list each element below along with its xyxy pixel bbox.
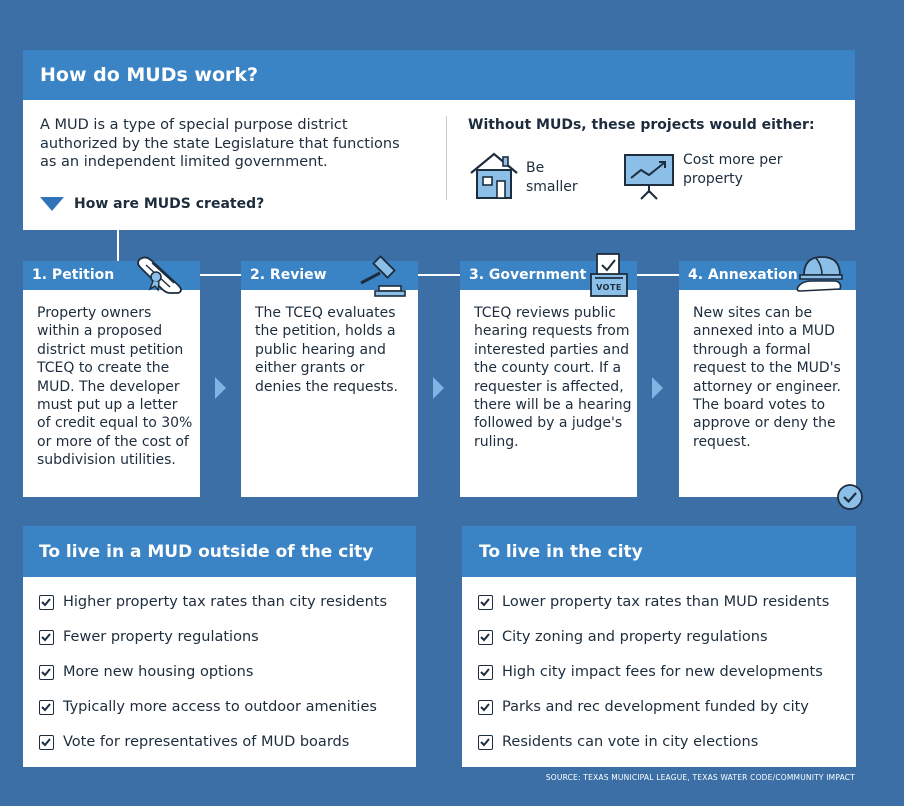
checkbox-checked-icon bbox=[478, 700, 493, 715]
checklist-item-label: More new housing options bbox=[63, 664, 254, 680]
checklist-item-label: Typically more access to outdoor amenities bbox=[63, 699, 377, 715]
checklist-item-label: Parks and rec development funded by city bbox=[502, 699, 809, 715]
option-smaller: Be smaller bbox=[526, 160, 578, 195]
mud-definition: A MUD is a type of special purpose district authorized by the state Legislature that functions as an independent limited government. bbox=[40, 117, 400, 170]
ballot-vote-label: VOTE bbox=[596, 283, 622, 292]
checkbox-checked-icon bbox=[478, 630, 493, 645]
step-review bbox=[241, 261, 418, 497]
hard-hat-icon bbox=[796, 251, 844, 295]
checkbox-checked-icon bbox=[39, 595, 54, 610]
checkbox-checked-icon bbox=[39, 630, 54, 645]
main-header bbox=[23, 50, 855, 100]
intro-panel bbox=[23, 100, 855, 230]
checklist-item bbox=[478, 731, 758, 753]
step-text: Property owners within a proposed district must petition TCEQ to create the MUD. The developer must put up a letter of credit equal to 30% or more of the cost of subdivision utilities. bbox=[37, 305, 193, 469]
chevron-right-icon bbox=[215, 377, 226, 399]
step-title: 3. Government bbox=[460, 261, 637, 290]
checklist-item-label: City zoning and property regulations bbox=[502, 629, 768, 645]
house-icon bbox=[467, 151, 521, 201]
intro-divider bbox=[446, 116, 447, 200]
city-panel bbox=[462, 526, 856, 767]
step-text: The TCEQ evaluates the petition, holds a public hearing and either grants or denies the requests. bbox=[255, 305, 399, 395]
step-title: 4. Annexation bbox=[679, 261, 856, 290]
checklist-item bbox=[478, 696, 809, 718]
checkbox-checked-icon bbox=[478, 595, 493, 610]
panel-header bbox=[23, 526, 416, 577]
step-text: TCEQ reviews public hearing requests from interested parties and the county court. If a requester is affected, there will be a hearing followed by a judge's ruling. bbox=[474, 305, 632, 450]
checklist-item bbox=[478, 591, 829, 613]
connector-2-3 bbox=[418, 274, 460, 276]
checkbox-checked-icon bbox=[39, 700, 54, 715]
panel-title: To live in a MUD outside of the city bbox=[39, 542, 374, 562]
checklist-item-label: Fewer property regulations bbox=[63, 629, 259, 645]
connector-vertical bbox=[117, 230, 119, 261]
step-title: 2. Review bbox=[241, 261, 418, 290]
checklist-item-label: Higher property tax rates than city residents bbox=[63, 594, 388, 610]
checkbox-checked-icon bbox=[478, 665, 493, 680]
step-petition bbox=[23, 261, 200, 497]
checklist-item-label: Lower property tax rates than MUD residents bbox=[502, 594, 830, 610]
panel-title: To live in the city bbox=[479, 542, 643, 562]
step-annexation bbox=[679, 261, 856, 497]
outside-city-panel bbox=[23, 526, 416, 767]
checklist-item bbox=[478, 626, 768, 648]
check-circle-icon bbox=[836, 483, 864, 511]
checkbox-checked-icon bbox=[39, 665, 54, 680]
presentation-chart-icon bbox=[622, 151, 676, 201]
scroll-icon bbox=[136, 253, 190, 295]
step-title: 1. Petition bbox=[23, 261, 200, 290]
step-government bbox=[460, 261, 637, 497]
created-label: How are MUDS created? bbox=[74, 196, 265, 212]
checklist-item bbox=[39, 626, 259, 648]
without-title: Without MUDs, these projects would either: bbox=[468, 117, 815, 133]
panel-body bbox=[23, 577, 416, 767]
connector-1-2 bbox=[200, 274, 242, 276]
source-note: SOURCE: TEXAS MUNICIPAL LEAGUE, TEXAS WATER CODE/COMMUNITY IMPACT bbox=[545, 773, 855, 782]
checklist-item bbox=[39, 731, 349, 753]
option-cost: Cost more per property bbox=[683, 152, 783, 187]
checklist-item-label: Residents can vote in city elections bbox=[502, 734, 759, 750]
step-text: New sites can be annexed into a MUD through a formal request to the MUD's attorney or engineer. The board votes to approve or deny the request. bbox=[693, 305, 841, 450]
gavel-icon bbox=[355, 253, 407, 297]
panel-header bbox=[462, 526, 856, 577]
checklist-item bbox=[478, 661, 823, 683]
checklist-item bbox=[39, 661, 253, 683]
checklist-item bbox=[39, 591, 387, 613]
triangle-down-icon bbox=[40, 197, 64, 211]
connector-3-4 bbox=[637, 274, 679, 276]
chevron-right-icon bbox=[433, 377, 444, 399]
panel-body bbox=[462, 577, 856, 767]
checkbox-checked-icon bbox=[478, 735, 493, 750]
checklist-item-label: Vote for representatives of MUD boards bbox=[63, 734, 350, 750]
checkbox-checked-icon bbox=[39, 735, 54, 750]
chevron-right-icon bbox=[652, 377, 663, 399]
checklist-item bbox=[39, 696, 377, 718]
main-title: How do MUDs work? bbox=[40, 64, 259, 86]
checklist-item-label: High city impact fees for new developments bbox=[502, 664, 823, 680]
